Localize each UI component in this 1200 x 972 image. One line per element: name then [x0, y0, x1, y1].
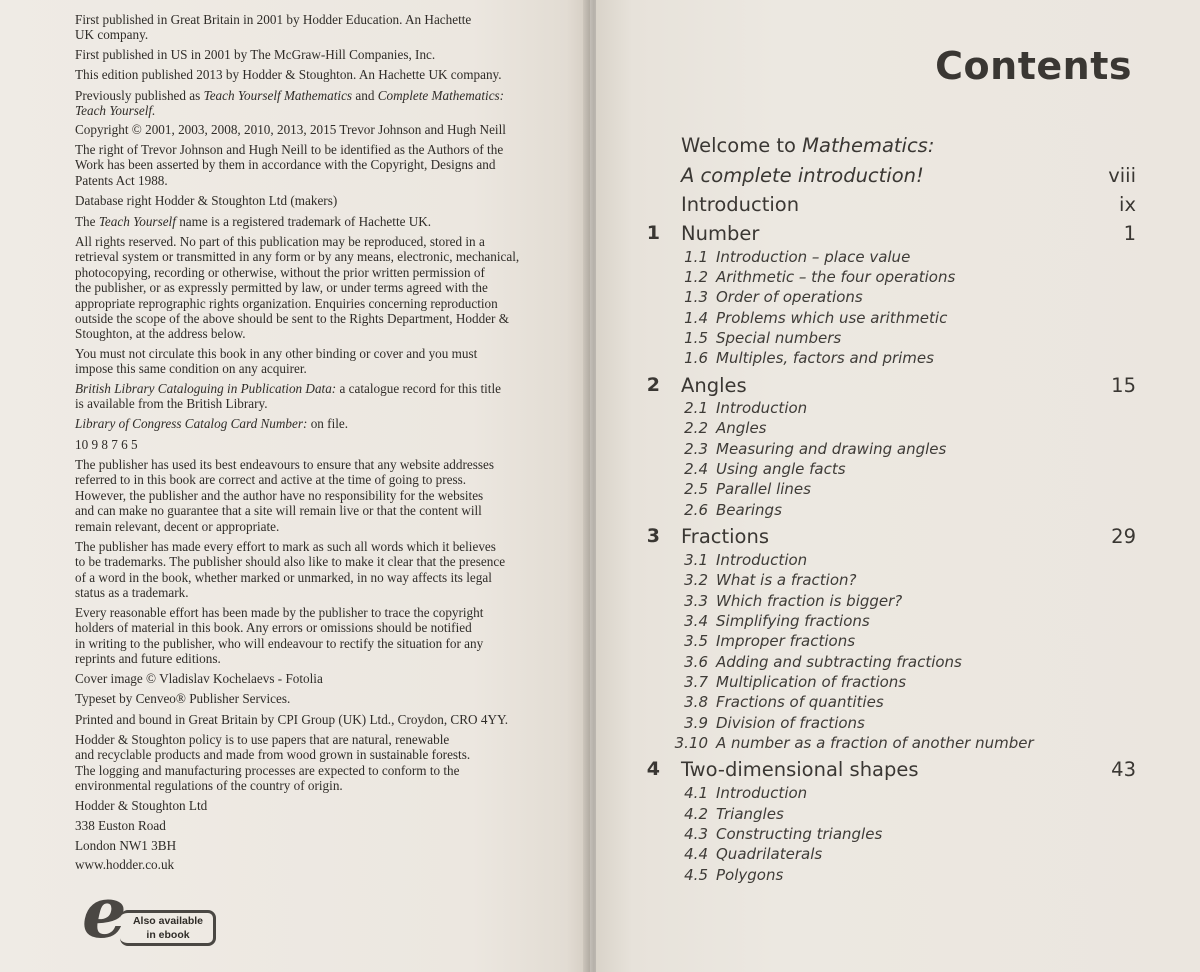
publisher-street: 338 Euston Road — [75, 818, 166, 833]
toc-section[interactable]: 1.2 Arithmetic – the four operations — [684, 268, 956, 286]
toc-section[interactable]: 1.1 Introduction – place value — [684, 248, 911, 266]
toc-item-title: A complete introduction! — [681, 164, 924, 187]
imprint-paragraph: First published in US in 2001 by The McGraw-Hill Companies, Inc. — [75, 47, 436, 62]
imprint-paragraph: The publisher has used its best endeavours to ensure that any website addresses referred to in this book are correct and active at the time of going to press. However, the publisher and the author have no responsibility for the websites and can make no guarantee that a site will remain live or that the content will remain relevant, decent or appropriate. — [75, 457, 494, 534]
imprint-paragraph: All rights reserved. No part of this publication may be reproduced, stored in a retrieval system or transmitted in any form or by any means, electronic, mechanical, photocopying, recording or otherwise, without the prior written permission of the publisher, or as expressly permitted by law, or under terms agreed with the appropriate reprographic rights organization. Enquiries concerning reproduction outside the scope of the above should be sent to the Rights Department, Hodder & Stoughton, at the address below. — [75, 234, 520, 342]
imprint-paragraph: Every reasonable effort has been made by the publisher to trace the copyright holders of material in this book. Any errors or omissions should be notified in writing to the publisher, who will endeavour to rectify the situation for any reprints and future editions. — [75, 605, 484, 667]
publisher-city: London NW1 3BH — [75, 838, 177, 853]
toc-section[interactable]: 2.3 Measuring and drawing angles — [684, 440, 947, 458]
imprint-paragraph: 10 9 8 7 6 5 — [75, 437, 138, 452]
imprint-page — [0, 0, 590, 972]
toc-front-matter-item[interactable] — [596, 164, 1200, 188]
toc-section[interactable]: 1.6 Multiples, factors and primes — [684, 349, 934, 367]
imprint-paragraph: The right of Trevor Johnson and Hugh Neill to be identified as the Authors of the Work has been asserted by them in accordance with the Copyright, Designs and Patents Act 1988. — [75, 142, 504, 188]
ebook-badge — [82, 871, 232, 954]
toc-section[interactable]: 1.4 Problems which use arithmetic — [684, 309, 948, 327]
toc-chapter[interactable] — [596, 758, 1200, 782]
toc-section[interactable]: 3.1 Introduction — [684, 551, 808, 569]
toc-item-title: Welcome to Mathematics: — [681, 134, 935, 157]
toc-chapter-title: Two-dimensional shapes — [681, 758, 919, 781]
toc-section[interactable]: 4.5 Polygons — [684, 866, 784, 884]
toc-section[interactable]: 1.3 Order of operations — [684, 288, 863, 306]
publisher-website: www.hodder.co.uk — [75, 857, 175, 872]
toc-chapter-title: Angles — [681, 374, 747, 397]
contents-page — [596, 0, 1200, 972]
toc-chapter-number: 3 — [646, 525, 660, 547]
imprint-paragraph: Cover image © Vladislav Kochelaevs - Fotolia — [75, 671, 323, 686]
toc-section[interactable]: 2.6 Bearings — [684, 501, 782, 519]
toc-chapter-number: 2 — [646, 374, 660, 396]
toc-section[interactable]: 3.8 Fractions of quantities — [684, 693, 884, 711]
toc-chapter-title: Number — [681, 222, 760, 245]
imprint-paragraph: Database right Hodder & Stoughton Ltd (makers) — [75, 193, 338, 208]
publisher-name: Hodder & Stoughton Ltd — [75, 798, 208, 813]
toc-item-page: ix — [1119, 193, 1136, 216]
toc-section[interactable]: 3.6 Adding and subtracting fractions — [684, 653, 962, 671]
toc-front-matter-item[interactable] — [596, 193, 1200, 217]
toc-section[interactable]: 4.1 Introduction — [684, 784, 808, 802]
toc-section[interactable]: 1.5 Special numbers — [684, 329, 842, 347]
toc-item-title: Introduction — [681, 193, 800, 216]
toc-chapter[interactable] — [596, 374, 1200, 398]
toc-chapter-page: 15 — [1111, 374, 1136, 397]
imprint-paragraph: Printed and bound in Great Britain by CPI Group (UK) Ltd., Croydon, CRO 4YY. — [75, 712, 509, 727]
ebook-badge-text: Also available in ebook — [132, 915, 204, 941]
toc-section[interactable]: 3.5 Improper fractions — [684, 632, 856, 650]
toc-section[interactable]: 4.3 Constructing triangles — [684, 825, 883, 843]
toc-chapter-page: 43 — [1111, 758, 1136, 781]
toc-chapter-number: 1 — [646, 222, 660, 244]
imprint-paragraph: Hodder & Stoughton policy is to use papers that are natural, renewable and recyclable products and made from wood grown in sustainable forests. The logging and manufacturing processes are expected to conform to the environmental regulations of the country of origin. — [75, 732, 471, 794]
imprint-paragraph: Copyright © 2001, 2003, 2008, 2010, 2013, 2015 Trevor Johnson and Hugh Neill — [75, 122, 506, 137]
toc-section[interactable]: 3.7 Multiplication of fractions — [684, 673, 907, 691]
toc-section[interactable]: 2.4 Using angle facts — [684, 460, 846, 478]
toc-chapter-number: 4 — [646, 758, 660, 780]
toc-item-page: viii — [1108, 164, 1136, 187]
toc-section[interactable]: 2.2 Angles — [684, 419, 767, 437]
imprint-paragraph: British Library Cataloguing in Publication Data: a catalogue record for this title is available from the British Library. — [75, 381, 501, 412]
ebook-e-icon: e — [82, 871, 127, 954]
imprint-paragraph: You must not circulate this book in any other binding or cover and you must impose this same condition on any acquirer. — [75, 346, 478, 377]
toc-section[interactable]: 3.10 A number as a fraction of another number — [674, 734, 1034, 752]
toc-chapter-page: 29 — [1111, 525, 1136, 548]
toc-chapter-title: Fractions — [681, 525, 769, 548]
imprint-paragraph: Library of Congress Catalog Card Number: on file. — [75, 416, 349, 431]
toc-section[interactable]: 3.4 Simplifying fractions — [684, 612, 870, 630]
toc-section[interactable]: 3.3 Which fraction is bigger? — [684, 592, 903, 610]
toc-chapter[interactable] — [596, 222, 1200, 246]
toc-front-matter-item[interactable] — [596, 134, 1200, 158]
toc-chapter[interactable] — [596, 525, 1200, 549]
imprint-paragraph: The publisher has made every effort to mark as such all words which it believes to be trademarks. The publisher should also like to make it clear that the presence of a word in the book, whether marked or unmarked, in no way affects its legal status as a trademark. — [75, 539, 506, 601]
imprint-paragraph: This edition published 2013 by Hodder & Stoughton. An Hachette UK company. — [75, 67, 502, 82]
toc-chapter-page: 1 — [1123, 222, 1136, 245]
toc-section[interactable]: 3.9 Division of fractions — [684, 714, 865, 732]
toc-section[interactable]: 3.2 What is a fraction? — [684, 571, 857, 589]
imprint-paragraph: First published in Great Britain in 2001 by Hodder Education. An Hachette UK company. — [75, 12, 472, 43]
imprint-paragraph: Typeset by Cenveo® Publisher Services. — [75, 691, 291, 706]
imprint-paragraph: The Teach Yourself name is a registered trademark of Hachette UK. — [75, 214, 432, 229]
toc-section[interactable]: 4.2 Triangles — [684, 805, 784, 823]
toc-section[interactable]: 2.5 Parallel lines — [684, 480, 811, 498]
page-title: Contents — [935, 44, 1132, 88]
toc-section[interactable]: 2.1 Introduction — [684, 399, 808, 417]
imprint-paragraph: Previously published as Teach Yourself Mathematics and Complete Mathematics: Teach Yourself. — [75, 88, 505, 119]
toc-section[interactable]: 4.4 Quadrilaterals — [684, 845, 823, 863]
